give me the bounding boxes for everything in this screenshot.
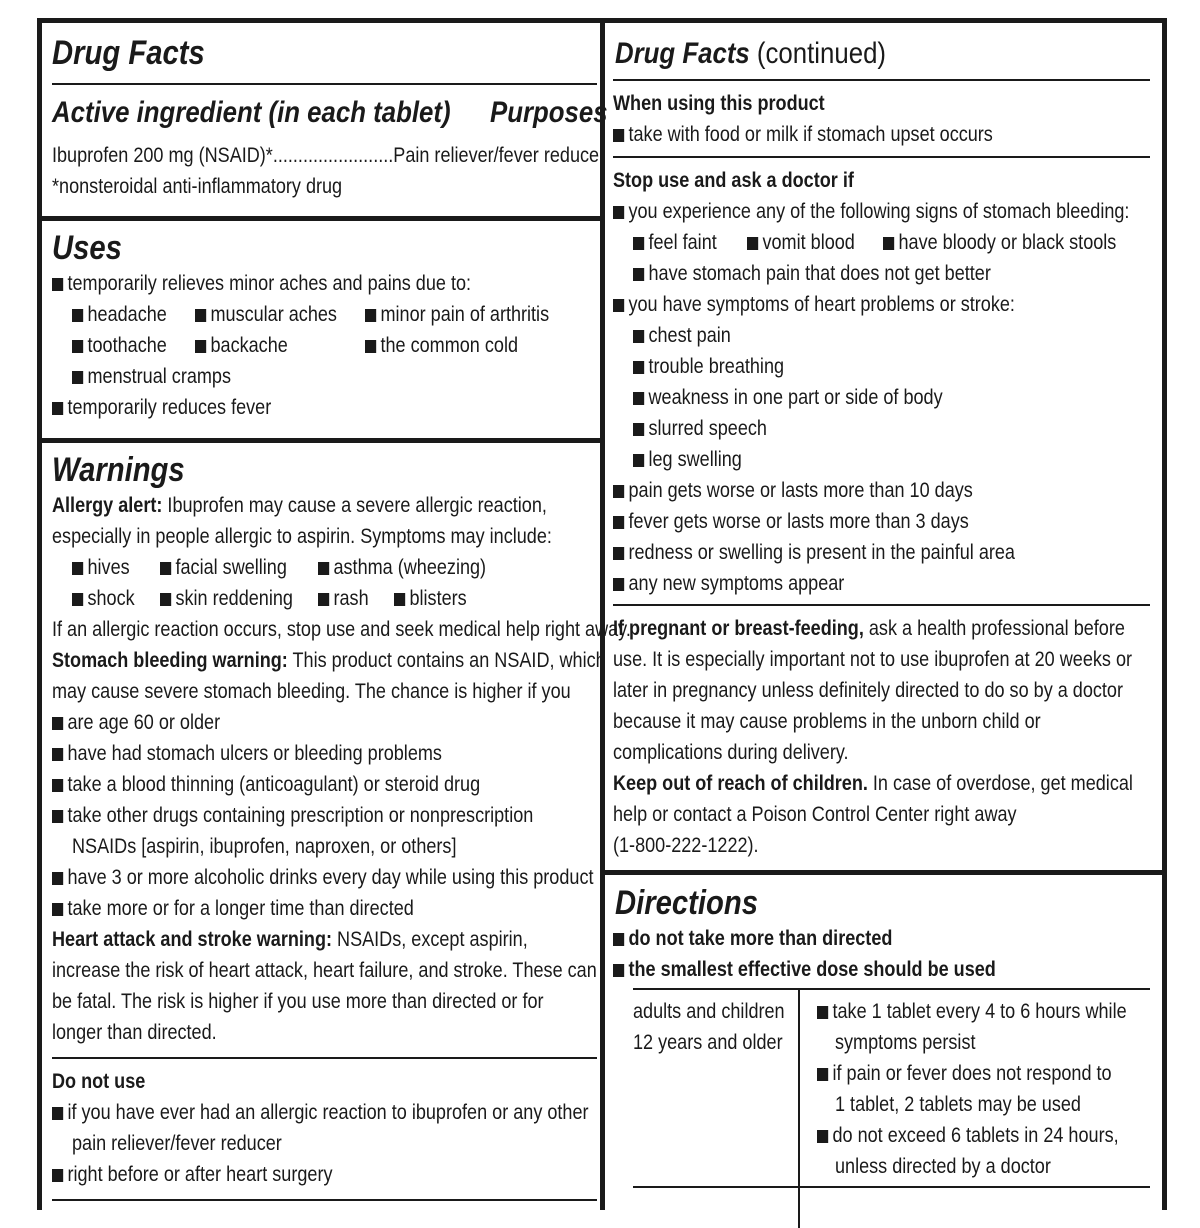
dosage-item-continued: symptoms persist	[835, 1031, 976, 1054]
bullet-icon	[52, 903, 63, 916]
heart-text: be fatal. The risk is higher if you use more than directed or for	[52, 990, 544, 1013]
allergy-alert: Allergy alert: Ibuprofen may cause a severe allergic reaction,	[52, 494, 547, 517]
heart-symptom: chest pain	[633, 320, 731, 351]
do-not-use-heading: Do not use	[52, 1070, 146, 1093]
bullet-icon	[52, 779, 63, 792]
dosage-item-continued: 1 tablet, 2 tablets may be used	[835, 1093, 1081, 1116]
bullet-icon	[72, 562, 83, 575]
stomach-item: have had stomach ulcers or bleeding problems	[52, 738, 442, 769]
pregnancy-text: use. It is especially important not to use ibuprofen at 20 weeks or	[613, 648, 1133, 671]
use-item: menstrual cramps	[72, 361, 231, 392]
dosage-age-group: 12 years and older	[633, 1031, 783, 1054]
divider	[613, 79, 1150, 81]
dosage-age-group: adults and children	[633, 1000, 785, 1023]
bullet-icon	[613, 516, 624, 529]
symptom-item: blisters	[394, 583, 467, 614]
uses-heading: Uses	[52, 229, 122, 267]
bullet-icon	[52, 1107, 63, 1120]
when-using-item: take with food or milk if stomach upset occurs	[613, 119, 993, 150]
pregnancy-warning: If pregnant or breast-feeding, ask a health professional before	[613, 617, 1125, 640]
stomach-item-continued: NSAIDs [aspirin, ibuprofen, naproxen, or others]	[72, 835, 457, 858]
bullet-icon	[52, 872, 63, 885]
bullet-icon	[365, 340, 376, 353]
stop-use-item: you have symptoms of heart problems or stroke:	[613, 289, 1015, 320]
bullet-icon	[72, 371, 83, 384]
use-item: toothache	[72, 330, 167, 361]
stomach-text: may cause severe stomach bleeding. The chance is higher if you	[52, 680, 571, 703]
use-item: headache	[72, 299, 167, 330]
use-fever: temporarily reduces fever	[52, 392, 271, 423]
bullet-icon	[613, 933, 624, 946]
bleeding-sign: vomit blood	[747, 227, 855, 258]
active-ingredient-heading: Active ingredient (in each tablet)	[52, 96, 451, 129]
bullet-icon	[365, 309, 376, 322]
stop-use-item: any new symptoms appear	[613, 568, 844, 599]
symptom-item: facial swelling	[160, 552, 287, 583]
leader-dots: ........................	[272, 144, 394, 167]
bullet-icon	[633, 454, 644, 467]
dosage-item-continued: unless directed by a doctor	[835, 1155, 1051, 1178]
stomach-warning: Stomach bleeding warning: This product contains an NSAID, which	[52, 649, 606, 672]
bullet-icon	[613, 206, 624, 219]
bullet-icon	[633, 392, 644, 405]
pregnancy-text: later in pregnancy unless definitely directed to do so by a doctor	[613, 679, 1123, 702]
symptom-item: hives	[72, 552, 130, 583]
drug-facts-right-column	[600, 18, 1167, 1210]
bullet-icon	[52, 1169, 63, 1182]
bullet-icon	[318, 562, 329, 575]
symptom-item: shock	[72, 583, 135, 614]
bullet-icon	[613, 578, 624, 591]
bullet-icon	[195, 340, 206, 353]
bullet-icon	[613, 485, 624, 498]
stomach-item: are age 60 or older	[52, 707, 220, 738]
bleeding-sign: have stomach pain that does not get better	[633, 258, 991, 289]
bullet-icon	[52, 717, 63, 730]
symptom-item: skin reddening	[160, 583, 293, 614]
section-divider	[42, 438, 605, 443]
drug-facts-left-column	[37, 18, 631, 1210]
use-item: backache	[195, 330, 288, 361]
section-divider	[605, 870, 1162, 875]
bullet-icon	[72, 309, 83, 322]
warnings-heading: Warnings	[52, 451, 185, 489]
divider	[52, 1057, 597, 1059]
heart-symptom: trouble breathing	[633, 351, 784, 382]
dosage-item: if pain or fever does not respond to	[817, 1058, 1112, 1089]
divider	[52, 83, 597, 85]
divider	[52, 1199, 597, 1201]
table-top-border	[633, 988, 1150, 990]
bullet-icon	[72, 340, 83, 353]
when-using-heading: When using this product	[613, 92, 825, 115]
allergy-text: especially in people allergic to aspirin. Symptoms may include:	[52, 525, 552, 548]
bullet-icon	[160, 593, 171, 606]
bullet-icon	[633, 423, 644, 436]
bleeding-sign: have bloody or black stools	[883, 227, 1116, 258]
bullet-icon	[817, 1068, 828, 1081]
dosage-item: take 1 tablet every 4 to 6 hours while	[817, 996, 1127, 1027]
poison-control-phone: (1-800-222-1222).	[613, 834, 759, 857]
bullet-icon	[633, 237, 644, 250]
stop-use-item: pain gets worse or lasts more than 10 days	[613, 475, 973, 506]
bullet-icon	[52, 810, 63, 823]
table-row-border	[633, 1186, 1150, 1188]
bullet-icon	[747, 237, 758, 250]
bullet-icon	[633, 330, 644, 343]
children-text: help or contact a Poison Control Center right away	[613, 803, 1017, 826]
heart-symptom: slurred speech	[633, 413, 767, 444]
stop-use-item: redness or swelling is present in the painful area	[613, 537, 1015, 568]
bullet-icon	[883, 237, 894, 250]
allergy-action: If an allergic reaction occurs, stop use and seek medical help right away.	[52, 618, 631, 641]
bullet-icon	[52, 748, 63, 761]
do-not-use-item: if you have ever had an allergic reaction to ibuprofen or any other	[52, 1097, 589, 1128]
divider	[613, 156, 1150, 158]
bullet-icon	[72, 593, 83, 606]
bullet-icon	[817, 1130, 828, 1143]
stomach-item: take more or for a longer time than directed	[52, 893, 414, 924]
drug-facts-continued-title: Drug Facts (continued)	[615, 37, 887, 70]
stomach-item: take other drugs containing prescription or nonprescription	[52, 800, 533, 831]
active-ingredient-line	[52, 140, 605, 171]
drug-facts-title: Drug Facts	[52, 34, 205, 72]
heart-symptom: weakness in one part or side of body	[633, 382, 943, 413]
bullet-icon	[633, 361, 644, 374]
stop-use-item: you experience any of the following signs of stomach bleeding:	[613, 196, 1129, 227]
do-not-use-item: right before or after heart surgery	[52, 1159, 332, 1190]
bullet-icon	[160, 562, 171, 575]
heart-symptom: leg swelling	[633, 444, 742, 475]
directions-heading: Directions	[615, 884, 758, 922]
dosage-item: do not exceed 6 tablets in 24 hours,	[817, 1120, 1119, 1151]
symptom-item: rash	[318, 583, 369, 614]
directions-rule: the smallest effective dose should be used	[613, 954, 996, 985]
heart-text: longer than directed.	[52, 1021, 217, 1044]
stop-use-heading: Stop use and ask a doctor if	[613, 169, 854, 192]
directions-rule: do not take more than directed	[613, 923, 892, 954]
bullet-icon	[613, 964, 624, 977]
section-divider	[42, 216, 605, 221]
stomach-item: have 3 or more alcoholic drinks every day while using this product	[52, 862, 593, 893]
use-item: the common cold	[365, 330, 518, 361]
uses-intro: temporarily relieves minor aches and pains due to:	[52, 268, 471, 299]
do-not-use-item-continued: pain reliever/fever reducer	[72, 1132, 282, 1155]
bullet-icon	[633, 268, 644, 281]
use-item: muscular aches	[195, 299, 337, 330]
ingredient-name: Ibuprofen 200 mg (NSAID)*	[52, 144, 273, 167]
symptom-item: asthma (wheezing)	[318, 552, 486, 583]
pregnancy-text: because it may cause problems in the unborn child or	[613, 710, 1041, 733]
bullet-icon	[817, 1006, 828, 1019]
divider	[613, 604, 1150, 606]
bullet-icon	[394, 593, 405, 606]
nsaid-footnote: *nonsteroidal anti-inflammatory drug	[52, 175, 343, 198]
bullet-icon	[195, 309, 206, 322]
bullet-icon	[52, 278, 63, 291]
bullet-icon	[318, 593, 329, 606]
table-column-divider	[798, 988, 800, 1188]
children-warning: Keep out of reach of children. In case of overdose, get medical	[613, 772, 1133, 795]
heart-warning: Heart attack and stroke warning: NSAIDs, except aspirin,	[52, 928, 528, 951]
stop-use-item: fever gets worse or lasts more than 3 days	[613, 506, 969, 537]
bleeding-sign: feel faint	[633, 227, 717, 258]
bullet-icon	[52, 402, 63, 415]
table-column-divider	[798, 1188, 800, 1228]
ingredient-purpose: Pain reliever/fever reducer	[393, 144, 606, 167]
stomach-item: take a blood thinning (anticoagulant) or steroid drug	[52, 769, 480, 800]
pregnancy-text: complications during delivery.	[613, 741, 849, 764]
bullet-icon	[613, 547, 624, 560]
purposes-heading: Purposes	[490, 96, 608, 129]
bullet-icon	[613, 299, 624, 312]
heart-text: increase the risk of heart attack, heart failure, and stroke. These can	[52, 959, 597, 982]
bullet-icon	[613, 129, 624, 142]
use-item: minor pain of arthritis	[365, 299, 549, 330]
